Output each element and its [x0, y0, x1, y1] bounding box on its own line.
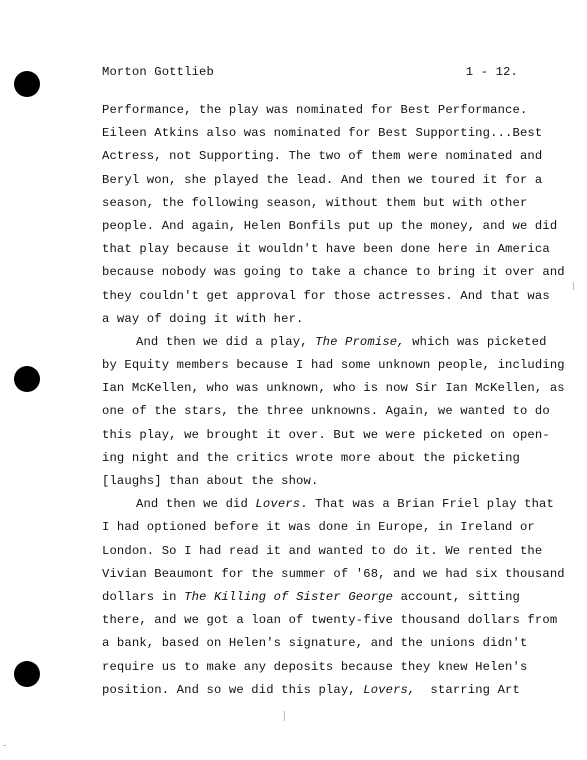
scan-speck: [573, 282, 574, 290]
text-line: London. So I had read it and wanted to do it. We rented the: [102, 543, 543, 558]
text-line: that play because it wouldn't have been done here in America: [102, 242, 550, 257]
page-header: [102, 65, 518, 79]
text-line: a bank, based on Helen's signature, and the unions didn't: [102, 636, 528, 651]
text-line: ing night and the critics wrote more about the picketing: [102, 450, 520, 465]
play-title-lovers: Lovers: [255, 497, 301, 512]
text-line: Ian McKellen, who was unknown, who is now Sir Ian McKellen, as: [102, 381, 565, 396]
punch-hole-middle: [14, 366, 40, 392]
text-line: season, the following season, without them but with other: [102, 195, 528, 210]
text-line: Beryl won, she played the lead. And then we toured it for a: [102, 172, 543, 187]
text-line: [laughs] than about the show.: [102, 474, 319, 488]
text-run: And then we did a play,: [136, 334, 316, 349]
play-title-sister-george: The Killing of Sister George: [184, 589, 394, 604]
text-line: Performance, the play was nominated for Best Performance.: [102, 103, 528, 117]
play-title-the-promise: The Promise,: [315, 334, 405, 349]
text-line: [102, 679, 520, 702]
text-run: which was picketed: [404, 334, 547, 349]
text-line: they couldn't get approval for those actresses. And that was: [102, 288, 550, 303]
text-line: Actress, not Supporting. The two of them were nominated and: [102, 149, 543, 164]
text-line: by Equity members because I had some unknown people, including: [102, 358, 565, 373]
text-run: . That was a Brian Friel play that: [300, 497, 554, 512]
text-run: And then we did: [136, 497, 256, 512]
text-line: require us to make any deposits because they knew Helen's: [102, 659, 528, 674]
text-line: [102, 586, 520, 609]
document-body: [102, 99, 565, 702]
text-run: position. And so we did this play,: [102, 682, 364, 697]
text-line: [102, 493, 554, 516]
text-line: because nobody was going to take a chance to bring it over and: [102, 265, 565, 280]
paragraph-2: [102, 331, 565, 493]
text-line: people. And again, Helen Bonfils put up the money, and we did: [102, 218, 558, 233]
play-title-lovers: Lovers,: [363, 682, 416, 697]
punch-hole-top: [14, 71, 40, 97]
scan-speck: [3, 745, 6, 746]
paragraph-3: [102, 493, 565, 702]
punch-hole-bottom: [14, 661, 40, 687]
text-line: I had optioned before it was done in Europe, in Ireland or: [102, 520, 535, 535]
text-line: Vivian Beaumont for the summer of '68, and we had six thousand: [102, 566, 565, 581]
text-line: one of the stars, the three unknowns. Again, we wanted to do: [102, 404, 550, 419]
page-number: 1 - 12.: [465, 65, 518, 79]
scan-speck: [284, 711, 285, 721]
text-line: [102, 331, 547, 354]
paragraph-1: [102, 99, 565, 331]
text-line: Eileen Atkins also was nominated for Best Supporting...Best: [102, 126, 543, 141]
header-name: Morton Gottlieb: [102, 65, 214, 79]
text-run: dollars in: [102, 589, 185, 604]
text-line: there, and we got a loan of twenty-five thousand dollars from: [102, 613, 558, 628]
text-run: account, sitting: [393, 589, 520, 604]
text-line: a way of doing it with her.: [102, 311, 304, 326]
text-line: this play, we brought it over. But we were picketed on open-: [102, 427, 550, 442]
text-run: starring Art: [430, 682, 520, 697]
